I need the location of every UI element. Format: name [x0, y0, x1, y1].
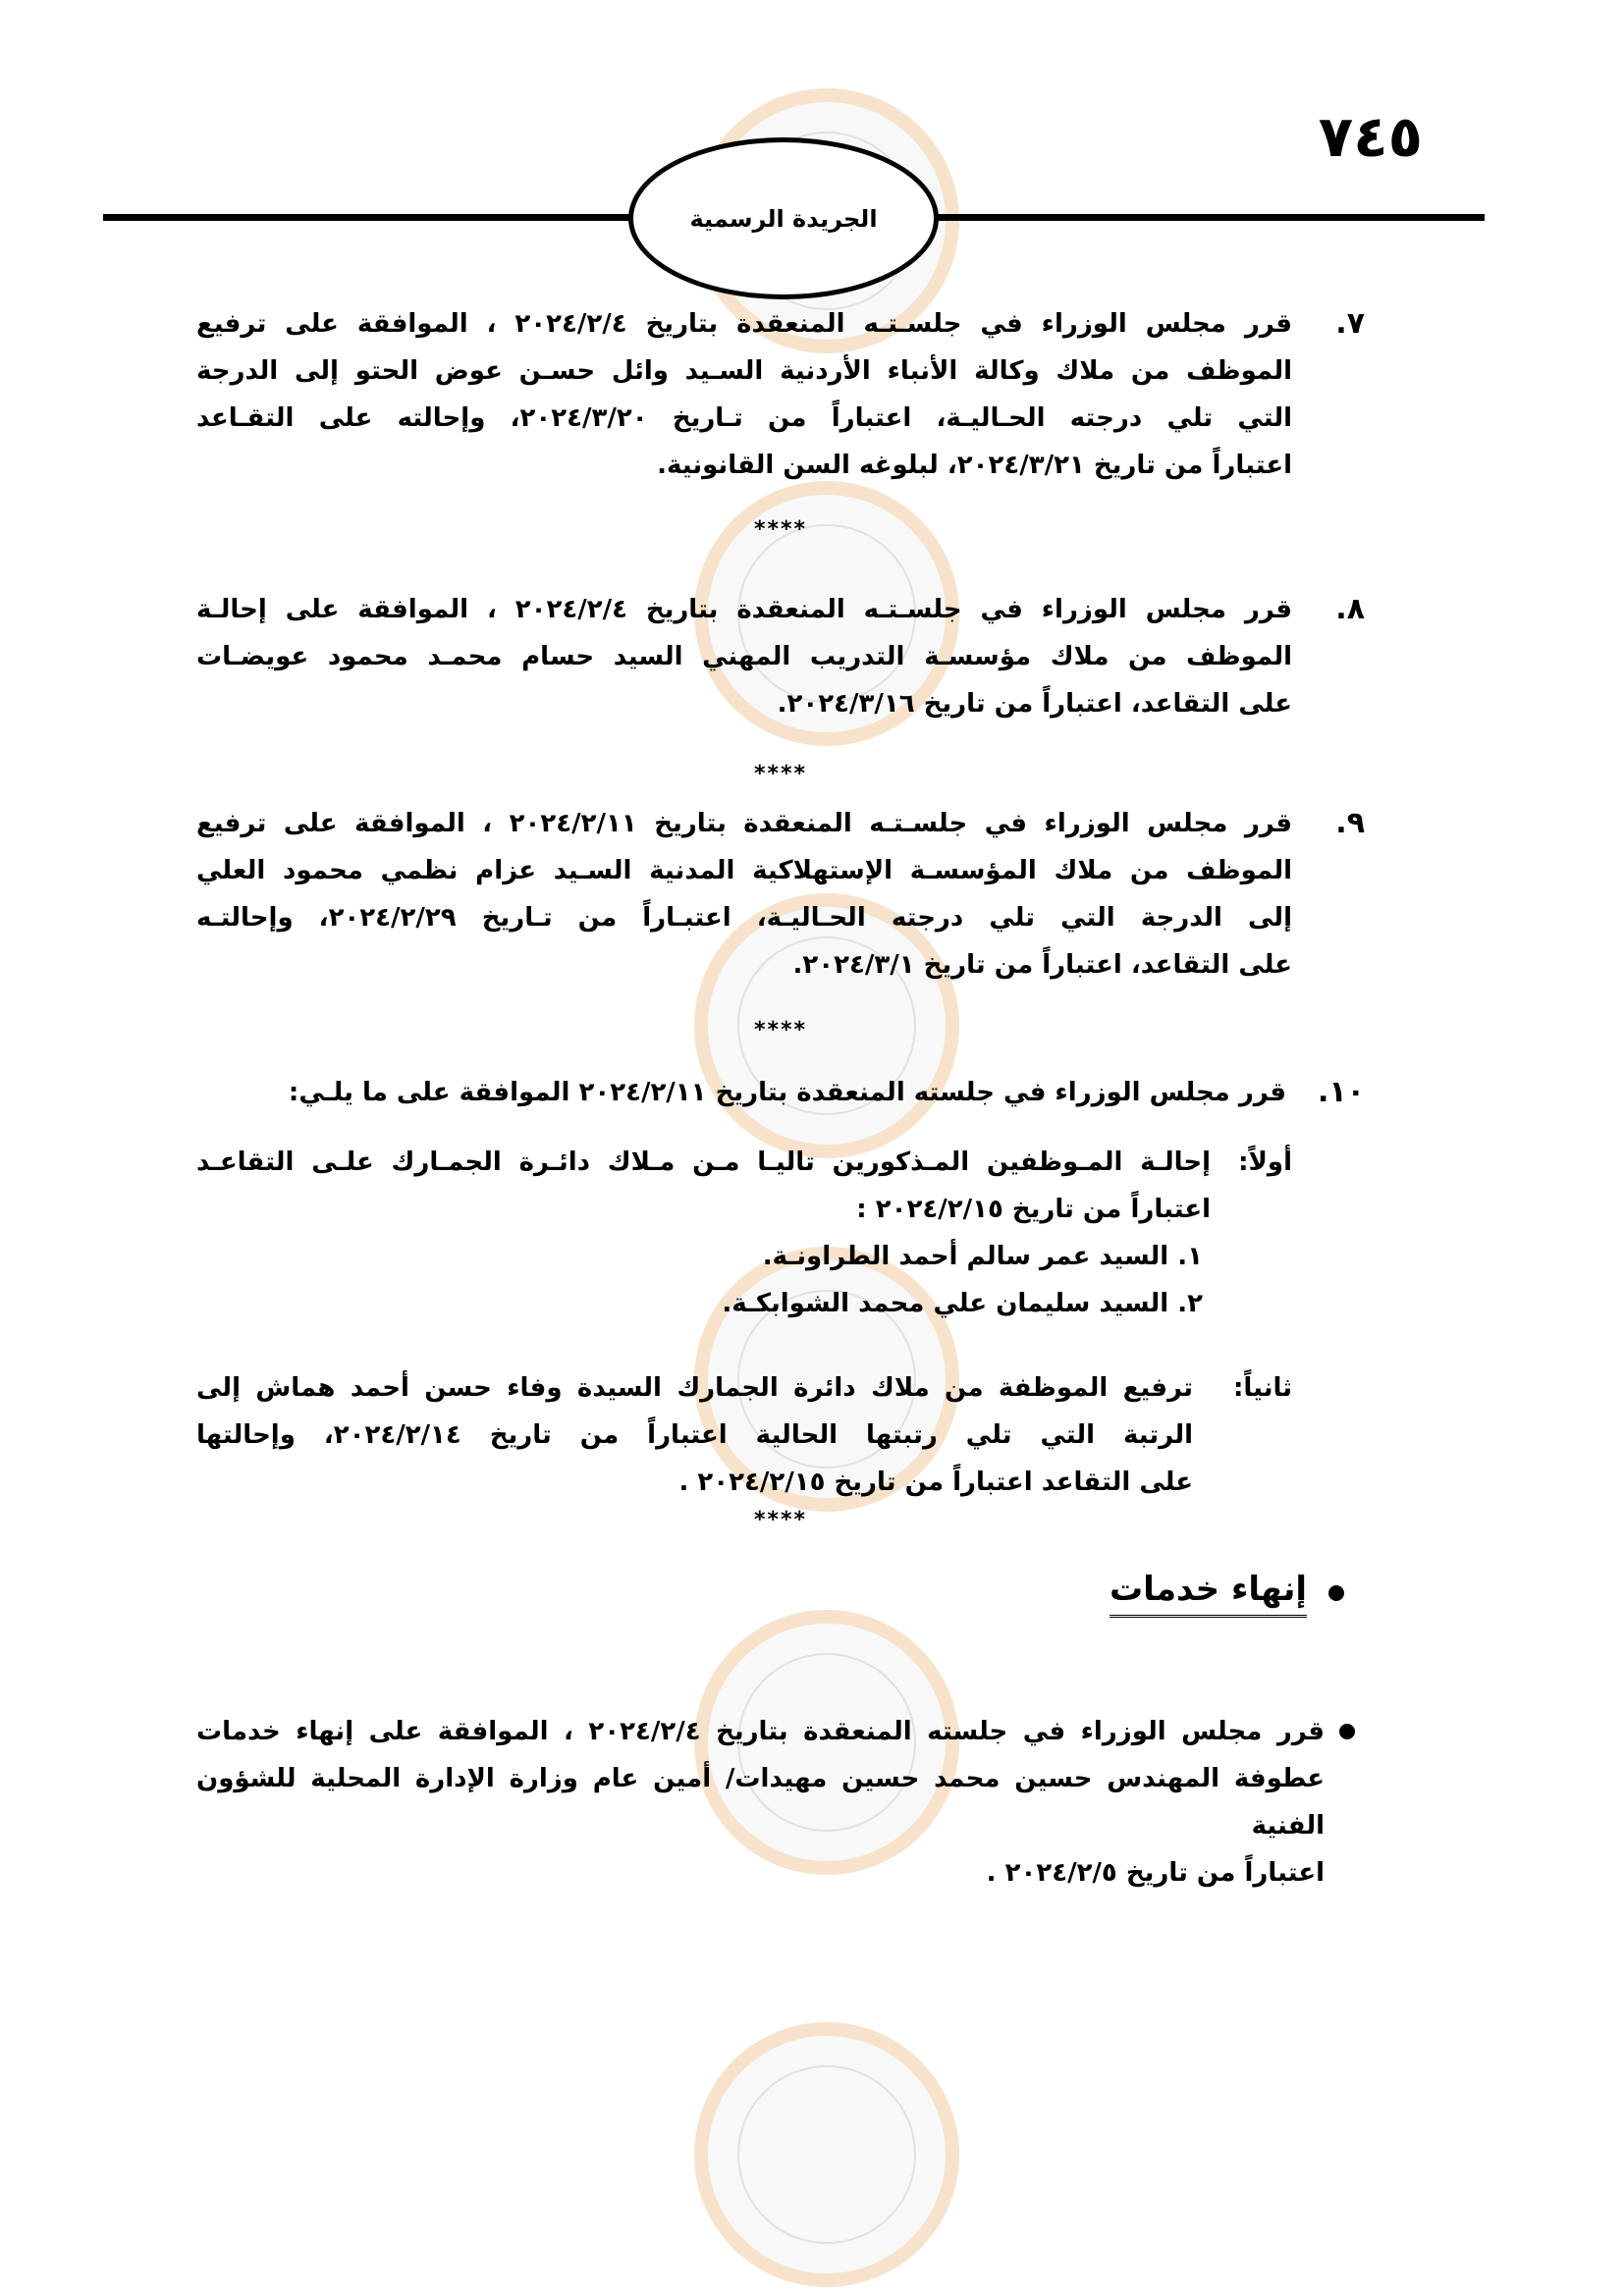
text-line: قرر مجلس الوزراء في جلسته المنعقدة بتاريخ ٢٠٢٤/٢/١١ الموافقة على ما يلـي:: [288, 1078, 1286, 1107]
clock-icon: [694, 2022, 959, 2287]
text-line: قرر مجلس الوزراء في جلسـتـه المنعقدة بتاريخ ٢٠٢٤/٢/٤ ، الموافقة على إحالـة: [196, 595, 1292, 624]
text-line: الموظف من ملاك وكالة الأنباء الأردنية السـيد وائل حسـن عوض الحتو إلى الدرجة: [196, 356, 1292, 386]
text-line: اعتباراً من تاريخ ٢٠٢٤/٢/١٥ :: [856, 1195, 1211, 1224]
separator: ****: [753, 517, 808, 542]
gazette-title: الجريدة الرسمية: [689, 204, 878, 233]
text-line: اعتباراً من تاريخ ٢٠٢٤/٢/٥ .: [986, 1858, 1325, 1888]
bullet-icon: [1328, 1585, 1344, 1601]
text-line: قرر مجلس الوزراء في جلسته المنعقدة بتاريخ ٢٠٢٤/٢/٤ ، الموافقة على إنهاء خدمات: [196, 1717, 1325, 1746]
second-label: ثانياً:: [1232, 1373, 1292, 1403]
item-number: ٨.: [1335, 592, 1365, 626]
bullet-icon: [1339, 1724, 1355, 1739]
section-heading-row: [196, 1568, 1365, 1618]
text-line: إلى الدرجة التي تلي درجته الحـاليـة، اعتبـاراً من تـاريخ ٢٠٢٤/٢/٢٩، وإحالتـه: [196, 903, 1292, 933]
item-number: ١٠.: [1317, 1075, 1365, 1109]
gazette-title-oval: [628, 137, 939, 299]
decision-item-7: [196, 300, 1365, 489]
page-number: ٧٤٥: [1318, 103, 1423, 170]
text-line: على التقاعد، اعتباراً من تاريخ ٢٠٢٤/٣/١٦.: [777, 689, 1292, 719]
first-label: أولاً:: [1238, 1148, 1292, 1177]
gazette-content: [196, 300, 1365, 1896]
text-line: الموظف من ملاك مؤسسـة التدريب المهني السيد حسام محمـد محمود عويضـات: [196, 642, 1292, 671]
termination-decision: [196, 1708, 1365, 1896]
text-line: قرر مجلس الوزراء في جلسـتـه المنعقدة بتاريخ ٢٠٢٤/٢/٤ ، الموافقة على ترفيع: [196, 309, 1292, 339]
text-line: الموظف من ملاك المؤسسـة الإستهلاكية المدنية السـيد عزام نظمي محمود العلي: [196, 856, 1292, 885]
text-line: ترفيع الموظفة من ملاك دائرة الجمارك السيدة وفاء حسن أحمد هماش إلى: [196, 1373, 1193, 1403]
separator: ****: [753, 1018, 808, 1042]
first-clause: [196, 1139, 1365, 1327]
text-line: على التقاعد اعتباراً من تاريخ ٢٠٢٤/٢/١٥ .: [678, 1468, 1193, 1497]
item-number: ٧.: [1335, 306, 1365, 341]
item-number: ٩.: [1335, 806, 1365, 840]
second-clause: [196, 1364, 1365, 1506]
text-line: التي تلي درجته الحـاليـة، اعتباراً من تـاريخ ٢٠٢٤/٣/٢٠، وإحالته على التقـاعد: [196, 403, 1293, 433]
retiree-name: ٢. السيد سليمان علي محمد الشوابكـة.: [722, 1289, 1203, 1318]
text-line: اعتباراً من تاريخ ٢٠٢٤/٣/٢١، لبلوغه السن القانونية.: [657, 451, 1292, 480]
text-line: على التقاعد، اعتباراً من تاريخ ٢٠٢٤/٣/١.: [792, 950, 1292, 980]
decision-item-9: [196, 800, 1365, 988]
separator: ****: [753, 1508, 808, 1532]
section-heading: إنهاء خدمات: [1110, 1568, 1307, 1618]
retiree-name: ١. السيد عمر سالم أحمد الطراونـة.: [762, 1242, 1203, 1271]
decision-item-10: [196, 1069, 1365, 1116]
text-line: عطوفة المهندس حسين محمد حسين مهيدات/ أمين عام وزارة الإدارة المحلية للشؤون الفنية: [196, 1764, 1325, 1841]
text-line: الرتبة التي تلي رتبتها الحالية اعتباراً من تاريخ ٢٠٢٤/٢/١٤، وإحالتها: [196, 1420, 1193, 1450]
text-line: إحالـة المـوظفين المـذكورين تاليـا مـن مـلاك دائـرة الجمـارك علـى التقاعـد: [196, 1148, 1211, 1177]
separator: ****: [753, 762, 808, 786]
text-line: قرر مجلس الوزراء في جلسـتـه المنعقدة بتاريخ ٢٠٢٤/٢/١١ ، الموافقة على ترفيع: [196, 809, 1292, 838]
watermark-logo: [694, 2022, 959, 2287]
decision-item-8: [196, 586, 1365, 727]
